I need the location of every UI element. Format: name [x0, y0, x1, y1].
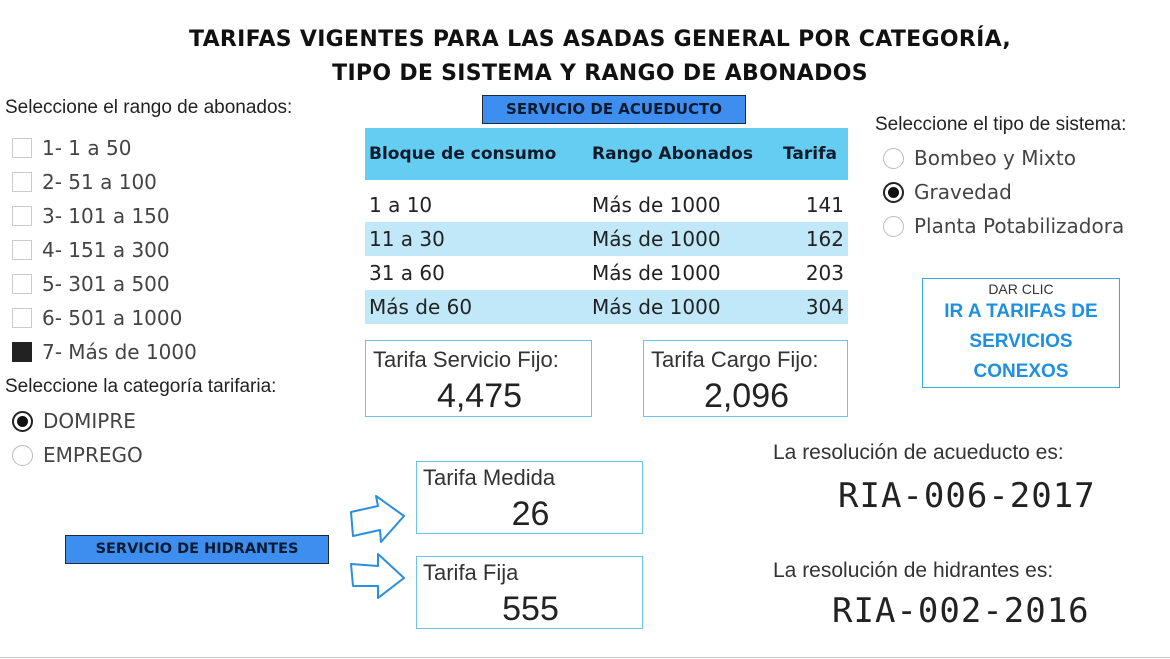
system-slicer-title: Seleccione el tipo de sistema:: [875, 114, 1127, 135]
column-header-range[interactable]: Rango Abonados: [588, 128, 779, 180]
system-option-bombeo[interactable]: [883, 141, 1124, 175]
checkbox[interactable]: [12, 172, 32, 192]
range-option-label: 6- 501 a 1000: [42, 306, 183, 330]
checkbox-checked[interactable]: [12, 342, 32, 362]
table-row: [365, 256, 848, 290]
fixed-charge-card: [643, 340, 848, 417]
table-row: [365, 290, 848, 324]
radio[interactable]: [883, 216, 904, 237]
link-hint: DAR CLIC: [988, 281, 1054, 297]
system-slicer-list: [883, 141, 1124, 243]
hydrant-service-tag: SERVICIO DE HIDRANTES: [65, 535, 329, 564]
column-header-block[interactable]: Bloque de consumo: [365, 128, 588, 180]
system-option-gravedad[interactable]: [883, 175, 1124, 209]
range-option-label: 4- 151 a 300: [42, 238, 170, 262]
checkbox[interactable]: [12, 240, 32, 260]
range-option-2[interactable]: [12, 165, 197, 199]
range-slicer-list: [12, 131, 197, 369]
table-row: [365, 188, 848, 222]
hydrant-resolution-value: RIA-002-2016: [832, 591, 1090, 631]
table-cell: 162: [779, 222, 848, 256]
range-option-5[interactable]: [12, 267, 197, 301]
category-option-emprego[interactable]: [12, 438, 143, 472]
page-title-line-2: TIPO DE SISTEMA Y RANGO DE ABONADOS: [332, 61, 868, 86]
fixed-charge-value: 2,096: [703, 377, 790, 415]
measured-tariff-value: 26: [511, 495, 550, 533]
aqueduct-resolution-label: La resolución de acueducto es:: [773, 441, 1064, 464]
checkbox[interactable]: [12, 274, 32, 294]
category-option-label: DOMIPRE: [43, 409, 136, 433]
aqueduct-resolution-value: RIA-006-2017: [838, 476, 1096, 516]
system-option-label: Planta Potabilizadora: [914, 214, 1125, 238]
radio[interactable]: [12, 445, 33, 466]
range-option-label: 1- 1 a 50: [42, 136, 132, 160]
table-cell: Más de 1000: [592, 193, 721, 217]
fixed-service-card: [365, 340, 592, 417]
table-cell: Más de 60: [365, 290, 588, 324]
link-text-line-1[interactable]: IR A TARIFAS DE: [944, 301, 1098, 322]
system-option-planta[interactable]: [883, 209, 1124, 243]
right-arrow-icon: [348, 490, 408, 546]
checkbox[interactable]: [12, 138, 32, 158]
tariff-table: [365, 128, 848, 324]
table-cell: 31 a 60: [369, 261, 445, 285]
range-option-label: 2- 51 a 100: [42, 170, 157, 194]
measured-tariff-label: Tarifa Medida: [423, 465, 556, 490]
right-arrow-icon: [348, 548, 408, 604]
column-header-tariff[interactable]: Tarifa: [779, 128, 848, 180]
table-cell: 141: [805, 193, 844, 217]
range-option-4[interactable]: [12, 233, 197, 267]
range-option-label: 5- 301 a 500: [42, 272, 170, 296]
table-cell: 1 a 10: [369, 193, 433, 217]
table-row: [365, 222, 848, 256]
table-cell: Más de 1000: [588, 290, 779, 324]
category-option-label: EMPREGO: [43, 443, 143, 467]
system-option-label: Bombeo y Mixto: [914, 146, 1076, 170]
checkbox[interactable]: [12, 206, 32, 226]
system-option-label: Gravedad: [914, 180, 1012, 204]
category-slicer-title: Seleccione la categoría tarifaria:: [5, 376, 277, 397]
range-option-1[interactable]: [12, 131, 197, 165]
aqueduct-service-tag: SERVICIO DE ACUEDUCTO: [482, 95, 746, 124]
fixed-service-label: Tarifa Servicio Fijo:: [373, 347, 559, 372]
category-option-domipre[interactable]: [12, 404, 143, 438]
radio-selected[interactable]: [12, 411, 33, 432]
table-header-row: [365, 128, 848, 180]
radio[interactable]: [883, 148, 904, 169]
range-option-3[interactable]: [12, 199, 197, 233]
related-services-link-button[interactable]: [922, 278, 1120, 388]
fixed-tariff-value: 555: [502, 590, 559, 628]
table-cell: 304: [779, 290, 848, 324]
fixed-tariff-label: Tarifa Fija: [423, 560, 519, 585]
fixed-service-value: 4,475: [436, 377, 523, 415]
hydrant-resolution-label: La resolución de hidrantes es:: [773, 559, 1054, 582]
table-cell: Más de 1000: [592, 261, 721, 285]
table-cell: Más de 1000: [588, 222, 779, 256]
bottom-divider: [0, 657, 1170, 658]
category-slicer-list: [12, 404, 143, 472]
range-option-7[interactable]: [12, 335, 197, 369]
link-text-line-3[interactable]: CONEXOS: [973, 361, 1069, 382]
radio-selected[interactable]: [883, 182, 904, 203]
fixed-charge-label: Tarifa Cargo Fijo:: [651, 347, 819, 372]
measured-tariff-card: [416, 461, 643, 534]
table-cell: 203: [805, 261, 844, 285]
page-title-line-1: TARIFAS VIGENTES PARA LAS ASADAS GENERAL POR CATEGORÍA,: [188, 27, 1011, 52]
range-option-label: 7- Más de 1000: [42, 340, 197, 364]
range-option-label: 3- 101 a 150: [42, 204, 170, 228]
range-slicer: [5, 97, 292, 119]
table-cell: 11 a 30: [365, 222, 588, 256]
fixed-tariff-card: [416, 556, 643, 629]
checkbox[interactable]: [12, 308, 32, 328]
range-option-6[interactable]: [12, 301, 197, 335]
link-text-line-2[interactable]: SERVICIOS: [969, 331, 1073, 352]
range-slicer-title: Seleccione el rango de abonados:: [5, 97, 293, 118]
